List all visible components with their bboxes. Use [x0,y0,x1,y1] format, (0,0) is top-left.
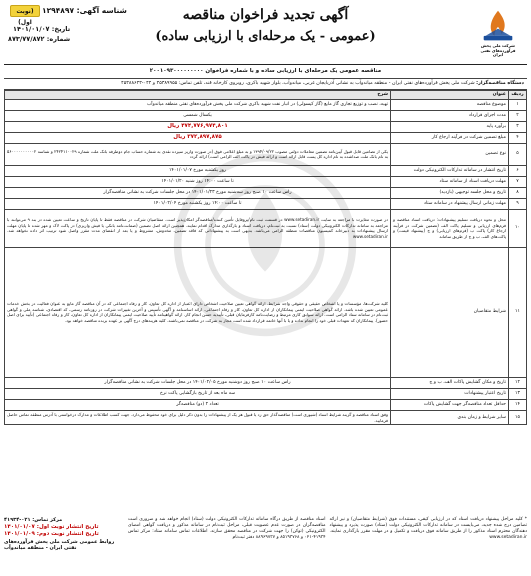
row-num: ۴ [509,132,527,143]
footer-second-publish: تاریخ انتشار نوبت دوم: ۱۴۰۱/۰۱/۰۹ [4,531,99,538]
table-row [5,247,527,377]
company-logo [475,9,521,59]
table-row [5,410,527,424]
row-title: سایر شرایط و زمان بندی [391,410,509,424]
number-label: شماره: [46,34,71,43]
row-num: ۳ [509,121,527,132]
tender-call-line: مناقصه عمومی یک مرحله‌ای با ارزیابی ساده و با شماره فراخوان ۲۰۰۱۰۹۳۰۰۰۰۰۰۰۰۰ [4,65,527,79]
row-num: ۱۴ [509,399,527,410]
footer-contact: مرکز تماس: ۰۲۱-۴۱۹۳۴ [4,517,63,523]
row-title: تاریخ اعتبار پیشنهادات [391,388,509,399]
footer-note-right: * کلیه مراحل پیشنهاد دریافت اسناد که در ارزیابی کیفی، مستندات فوق (شرایط متقاضیان) و نیز ارائه تضامین درج شده جدید، می‌بایست در سامانه تدارکات الکترونیکی دولت (ستاد) صورت پذیرد و پیشنهاد دهندگان محترم اسناد مذکور را از طریق سامانه فوق دریافت و تکمیل و در مهلت مقرر بارگذاری نمایند. www.setadiran.ir [329,517,527,541]
footer-publication-info [4,517,124,573]
row-num: ۱۱ [509,247,527,377]
row-title: تاریخ و محل جلسه توجیهی (بازدید) [391,187,509,198]
row-num: ۶ [509,165,527,176]
table-row [5,110,527,121]
notice-header [4,3,527,65]
header-title: عنوان [391,90,509,99]
row-title: برآورد پایه [391,121,509,132]
row-title: مهلت دریافت اسناد از سامانه ستاد [391,176,509,187]
row-desc: کلیه شرکت‌ها، مؤسسات و یا اشخاص حقیقی و حقوقی واجد شرایط. ارائه گواهی تعیین صلاحیت اشخاص دارای اعتبار از اداره کل تعاون، کار و رفاه اجتماعی که در آن مناقصه گاز مایع به عنوان فعالیت در بخش خدمات عمومی تعیین شده باشد. ارائه گواهی صلاحیت ایمنی پیمانکاران از اداره کل تعاون، کار و رفاه اجتماعی. ارائه اساسنامه و آگهی تأسیس و آخرین تغییرات شرکت در روزنامه رسمی، کد اقتصادی، شناسه ملی و گواهی ثبت‌نام در سامانه ستاد الزامی است. ارائه سوابق کاری مرتبط و رضایت‌نامه کارفرمایان قبلی، تأییدیه حسن انجام کار. ارائه گواهینامه تأیید صلاحیت ایمنی پیمانکاران از اداره کل تعاون، کار و رفاه اجتماعی (تأیید برای اصل حضور). پیمانکاران که تعهدات قبلی خود را انجام نداده و یا با آنها خاتمه قرارداد شده است مجاز به شرکت در مناقصه نمی‌باشند. کلیه هزینه‌های درج آگهی بر عهده برنده مناقصه خواهد بود. [5,247,391,377]
title-block [124,7,407,45]
row-num: ۲ [509,110,527,121]
table-row [5,399,527,410]
row-title: تاریخ انتشار در سامانه تدارکات الکترونیکی دولت [391,165,509,176]
notice-footer [4,517,527,573]
date-row [8,25,70,35]
row-num: ۹ [509,198,527,209]
number-value: ۸۷۳/۷۷/۸۷۲ [8,34,45,43]
row-title: تاریخ و مکان گشایش پاکات الف، ب و ج [391,377,509,388]
table-row [5,176,527,187]
row-title: مدت اجرای قرارداد [391,110,509,121]
organizer-line [4,79,527,90]
date-number-block [8,25,70,45]
table-row [5,198,527,209]
row-desc: راس ساعت ۱۰ صبح روز سه‌شنبه مورخ ۱۴۰۱/۰۱/۲۳ در محل جلسات شرکت به نشانی مناقصه‌گزار [5,187,391,198]
organizer-label: دستگاه مناقصه‌گزار: [476,80,524,86]
round-badge: (نوبت اول) [10,5,40,17]
row-num: ۱۳ [509,388,527,399]
footer-note-middle: اسناد مناقصه از طریق درگاه سامانه تدارکات الکترونیکی دولت (ستاد) انجام خواهد شد و ضروری است مناقصه‌گران در صورت عدم عضویت قبلی، مراحل ثبت‌نام در سامانه مذکور و دریافت گواهی امضای الکترونیکی (توکن) را جهت شرکت در مناقصه محقق سازند. اطلاعات تماس سامانه ستاد: مرکز تماس ۴۱۹۳۴-۰۲۱ و ۸۵۱۹۳۷۶۸ و ۸۸۹۶۹۷۳۷ دفتر ثبت‌نام [128,517,326,541]
table-row [5,187,527,198]
row-desc: تا ساعت ۱۴:۰۰ روز شنبه ۱۴۰۱/۰۱/۲۰ [5,176,391,187]
table-row [5,143,527,165]
row-title: نوع تضمین [391,143,509,165]
row-desc: تا ساعت ۱۴:۰۰ روز یکشنبه مورخ ۱۴۰۱/۰۲/۰۴ [5,198,391,209]
number-row [8,35,70,45]
row-num: ۸ [509,187,527,198]
row-title: مهلت زمانی ارسال پیشنهاد در سامانه ستاد [391,198,509,209]
table-row [5,209,527,247]
row-num: ۱ [509,99,527,110]
table-row [5,388,527,399]
date-label: تاریخ: [51,25,71,33]
table-row [5,121,527,132]
row-title: موضوع مناقصه [391,99,509,110]
base-estimate-value: ۴۷۴,۷۷۶,۹۷۴,۸۰۱ ریال [5,121,391,132]
row-desc: روز یکشنبه مورخ ۱۴۰۱/۰۱/۰۷ [5,165,391,176]
row-num: ۱۲ [509,377,527,388]
table-row [5,165,527,176]
row-num: ۱۵ [509,410,527,424]
guarantee-amount-value: ۳۷۲,۸۹۷,۸۷۵ ریال [5,132,391,143]
notice-subtitle: (عمومی - یک مرحله‌ای با ارزیابی ساده) [155,28,376,44]
logo-caption: شرکت ملی پخش فرآورده‌های نفتی ایران [480,43,516,58]
table-row [5,377,527,388]
row-title: شرایط متقاضیان [391,247,509,377]
row-desc: در صورت مغایرت با مراجعه به سایت www.setadiran.ir در قسمت ثبت نام/پروفایل تأمین کننده/مناقصه‌گر امکان‌پذیر است. متقاضیان شرکت در مناقصه فقط تا پایان تاریخ و ساعت تعیین شده در بند ۹ می‌توانند با مراجعه به سامانه تدارکات الکترونیکی دولت (ستاد) نسبت به ثبت‌نام، دریافت اسناد و بارگذاری مدارک اقدام نمایند. همچنین ارائه اصل تضمین (ضمانت‌نامه بانکی یا فیش واریزی) در پاکت لاک و مهر شده تا پایان مهلت ارسال پیشنهادات به دبیرخانه کمیسیون مناقصات منطقه الزامی می‌باشد. بدیهی است به پیشنهاداتی که فاقد تضمین، مخدوش، مشروط و یا بعد از انقضای مدت مقرر واصل شود ترتیب اثر داده نخواهد شد. www.setadiran.ir [5,209,391,247]
table-row [5,99,527,110]
tender-details-table [4,90,527,425]
row-num: ۵ [509,143,527,165]
footer-first-publish: تاریخ انتشار نوبت اول: ۱۴۰۱/۰۱/۰۷ [4,523,99,530]
row-desc: یکی از تضامین قابل قبول آیین‌نامه تضمین معاملات دولتی مصوب ۱۳۹۴/۰۹/۲۲ و به مبلغ اعلامی فوق (در صورت واریز سپرده نقدی به شماره حساب جام دوطرفه بانک ملت شماره ۲۴۲۴۱۱۰۰۲۹ و شناسه ۵۶۰۰۰۰۰۰۰۰۰۰۲ به نام بانک ملت صدا‌شده به نام اداره کل پست قابل ارائه است و ارائه فیش در پاکت الف الزامی است) ارائه گردد [5,143,391,165]
header-desc: شرح [5,90,391,99]
flame-logo-icon [480,9,516,43]
date-value: ۱۴۰۱/۰۱/۰۷ [13,25,50,33]
table-header-row [5,90,527,99]
row-desc: تعداد ۲ (دو) مناقصه‌گر [5,399,391,410]
row-desc: سه ماه بعد از تاریخ بازگشایی پاکت نرخ [5,388,391,399]
notice-title: آگهی تجدید فراخوان مناقصه [182,7,349,23]
table-row [5,132,527,143]
ad-number [42,6,127,15]
row-desc: یکسال شمسی [5,110,391,121]
footer-brand: روابط عمومی شرکت ملی پخش فرآورده‌های نفتی ایران - منطقه میاندوآب [4,538,115,552]
row-title: محل و نحوه دریافت تسلیم پیشنهادات: دریافت اسناد مناقصه و فرم‌های ارزیابی و تسلیم پاکت الف (تضمین شرکت در فرآیند ارجاع کار) پاکت ب (فرم‌های ارزیابی) و ج (پیشنهاد قیمت) و پاکت‌های الف، ب و ج از طریق سامانه [391,209,509,247]
row-title: مبلغ تضمین شرکت در فرآیند ارجاع کار [391,132,509,143]
row-desc: راس ساعت ۱۰ صبح روز دوشنبه مورخ ۱۴۰۱/۰۲/۰۵ در محل جلسات شرکت به نشانی مناقصه‌گزار [5,377,391,388]
organizer-text: شرکت ملی پخش فرآورده‌های نفتی ایران - منطقه میاندوآب به نشانی آذربایجان غربی، میاندوآب، بلوار شهید باکری، روبروی کارخانه قند، تلفن تماس: ۴۵۳۸۹۹۵۵ و ۰۴۴-۴۵۳۸۸۶۴۳ [121,80,475,86]
ad-number-label: شناسه آگهی: [76,6,127,15]
row-num: ۷ [509,176,527,187]
header-num: ردیف [509,90,527,99]
row-desc: وفق اسناد مناقصه و گزینه شرایط اسناد (شیوری است) مناقصه‌گذار حق رد یا قبول هر یک از پیشنهادات را بدون ذکر دلیل برای خود محفوظ می‌دارد. جهت کسب اطلاعات و مدارک درخواستی با آدرس منطقه تماس حاصل فرمایید. [5,410,391,424]
row-title: حداقل تعداد مناقصه‌گر جهت گشایش پاکات [391,399,509,410]
row-desc: تهیه، نصب و توزیع تجاری گاز مایع (گاز کپسولی) در انبار نفت شهید باکری شرکت ملی پخش فرآورده‌های نفتی منطقه میاندوآب [5,99,391,110]
ad-number-value: ۱۲۹۴۸۹۷ [42,6,75,15]
row-num: ۱۰ [509,209,527,247]
